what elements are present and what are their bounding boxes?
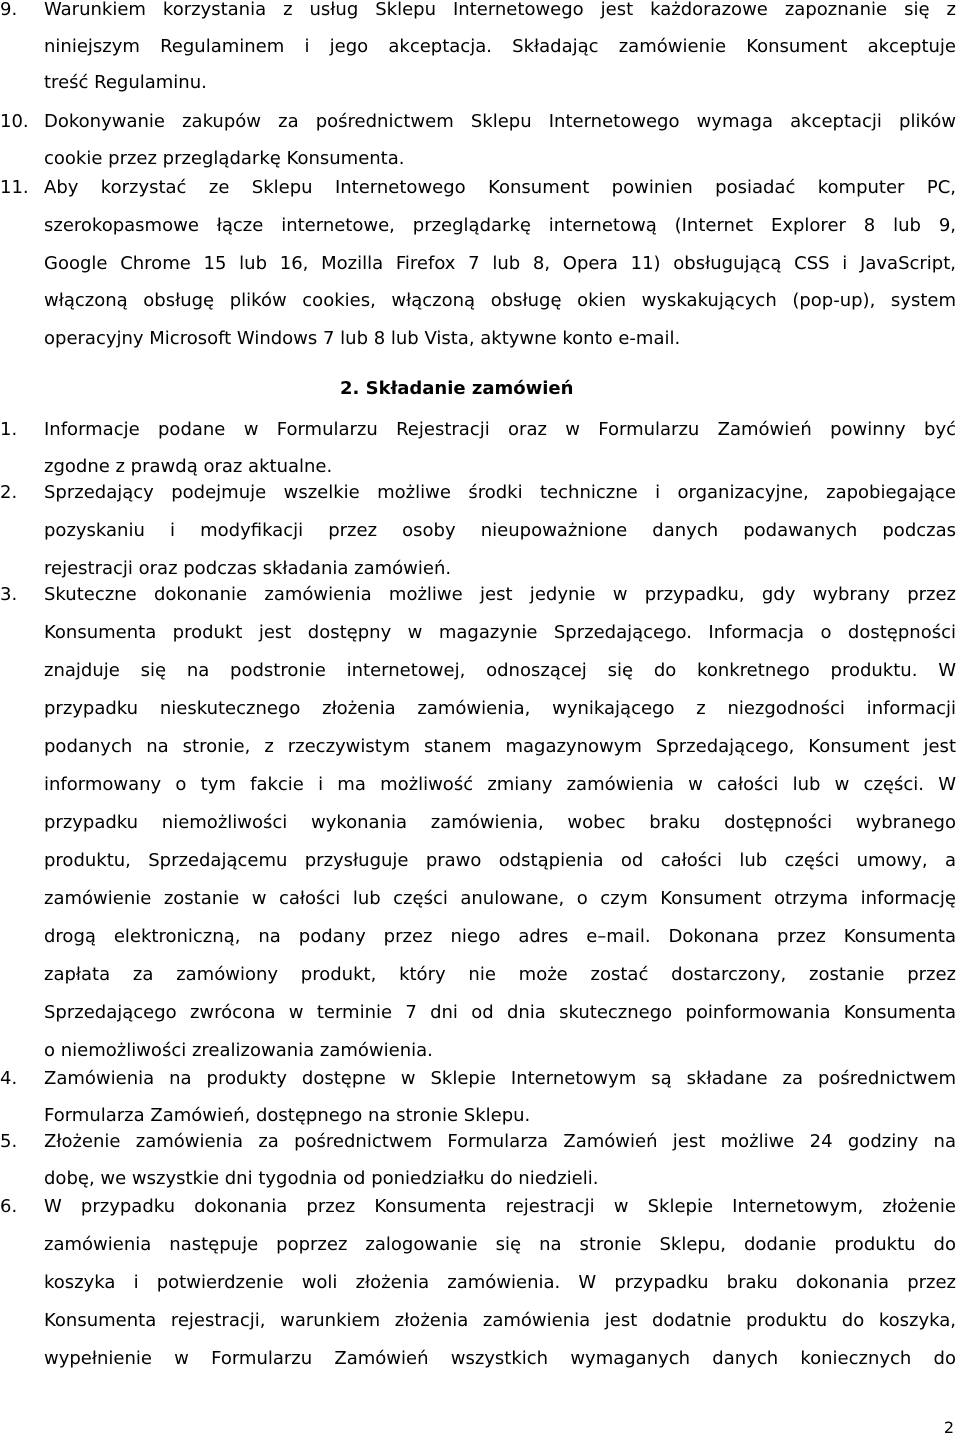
item-line: niniejszym Regulaminem i jego akceptacja. Składając zamówienie Konsument akceptuje: [44, 36, 956, 57]
item-line: drogą elektroniczną, na podany przez niego adres e–mail. Dokonana przez Konsumenta: [44, 926, 956, 947]
item-number: 1.: [0, 419, 18, 440]
item-line: przypadku nieskutecznego złożenia zamówienia, wynikającego z niezgodności informacji: [44, 698, 956, 719]
item-line: zamówienia następuje poprzez zalogowanie się na stronie Sklepu, dodanie produktu do: [44, 1234, 956, 1255]
item-number: 4.: [0, 1068, 18, 1089]
item-line: treść Regulaminu.: [44, 72, 207, 93]
item-line: dobę, we wszystkie dni tygodnia od poniedziałku do niedzieli.: [44, 1168, 599, 1189]
item-line: pozyskaniu i modyfikacji przez osoby nieupoważnione danych podawanych podczas: [44, 520, 956, 541]
item-number: 5.: [0, 1131, 18, 1152]
item-line: zamówienie zostanie w całości lub części anulowane, o czym Konsument otrzyma informację: [44, 888, 956, 909]
item-line: cookie przez przeglądarkę Konsumenta.: [44, 148, 405, 169]
item-line: znajduje się na podstronie internetowej, odnoszącej się do konkretnego produktu. W: [44, 660, 956, 681]
item-number: 9.: [0, 0, 18, 20]
item-line: Aby korzystać ze Sklepu Internetowego Konsument powinien posiadać komputer PC,: [44, 177, 956, 198]
item-line: Informacje podane w Formularzu Rejestracji oraz w Formularzu Zamówień powinny być: [44, 419, 956, 440]
item-line: Warunkiem korzystania z usług Sklepu Internetowego jest każdorazowe zapoznanie się z: [44, 0, 956, 20]
item-line: Zamówienia na produkty dostępne w Sklepie Internetowym są składane za pośrednictwem: [44, 1068, 956, 1089]
item-line: operacyjny Microsoft Windows 7 lub 8 lub Vista, aktywne konto e-mail.: [44, 328, 681, 349]
item-line: szerokopasmowe łącze internetowe, przeglądarkę internetową (Internet Explorer 8 lub 9,: [44, 215, 956, 236]
section-heading: 2. Składanie zamówień: [340, 378, 574, 399]
item-line: Złożenie zamówienia za pośrednictwem Formularza Zamówień jest możliwe 24 godziny na: [44, 1131, 956, 1152]
item-number: 10.: [0, 111, 29, 132]
item-number: 6.: [0, 1196, 18, 1217]
item-line: o niemożliwości zrealizowania zamówienia.: [44, 1040, 433, 1061]
item-line: informowany o tym fakcie i ma możliwość zmiany zamówienia w całości lub w części. W: [44, 774, 956, 795]
item-line: podanych na stronie, z rzeczywistym stanem magazynowym Sprzedającego, Konsument jest: [44, 736, 956, 757]
page-number: 2: [943, 1418, 954, 1437]
item-line: Skuteczne dokonanie zamówienia możliwe jest jedynie w przypadku, gdy wybrany przez: [44, 584, 956, 605]
item-line: wypełnienie w Formularzu Zamówień wszystkich wymaganych danych koniecznych do: [44, 1348, 956, 1369]
item-number: 11.: [0, 177, 29, 198]
item-line: Sprzedającego zwrócona w terminie 7 dni od dnia skutecznego poinformowania Konsumenta: [44, 1002, 956, 1023]
item-number: 3.: [0, 584, 18, 605]
item-line: zgodne z prawdą oraz aktualne.: [44, 456, 333, 477]
item-line: koszyka i potwierdzenie woli złożenia zamówienia. W przypadku braku dokonania przez: [44, 1272, 956, 1293]
item-line: włączoną obsługę plików cookies, włączoną obsługę okien wyskakujących (pop-up), system: [44, 290, 956, 311]
item-line: zapłata za zamówiony produkt, który nie może zostać dostarczony, zostanie przez: [44, 964, 956, 985]
item-line: Google Chrome 15 lub 16, Mozilla Firefox 7 lub 8, Opera 11) obsługującą CSS i JavaScript,: [44, 253, 956, 274]
item-line: Formularza Zamówień, dostępnego na stronie Sklepu.: [44, 1105, 531, 1126]
item-line: W przypadku dokonania przez Konsumenta rejestracji w Sklepie Internetowym, złożenie: [44, 1196, 956, 1217]
item-number: 2.: [0, 482, 18, 503]
item-line: Konsumenta rejestracji, warunkiem złożenia zamówienia jest dodatnie produktu do koszyka,: [44, 1310, 956, 1331]
item-line: przypadku niemożliwości wykonania zamówienia, wobec braku dostępności wybranego: [44, 812, 956, 833]
item-line: Konsumenta produkt jest dostępny w magazynie Sprzedającego. Informacja o dostępności: [44, 622, 956, 643]
item-line: Dokonywanie zakupów za pośrednictwem Sklepu Internetowego wymaga akceptacji plików: [44, 111, 956, 132]
item-line: Sprzedający podejmuje wszelkie możliwe środki techniczne i organizacyjne, zapobiegające: [44, 482, 956, 503]
item-line: rejestracji oraz podczas składania zamówień.: [44, 558, 452, 579]
item-line: produktu, Sprzedającemu przysługuje prawo odstąpienia od całości lub części umowy, a: [44, 850, 956, 871]
